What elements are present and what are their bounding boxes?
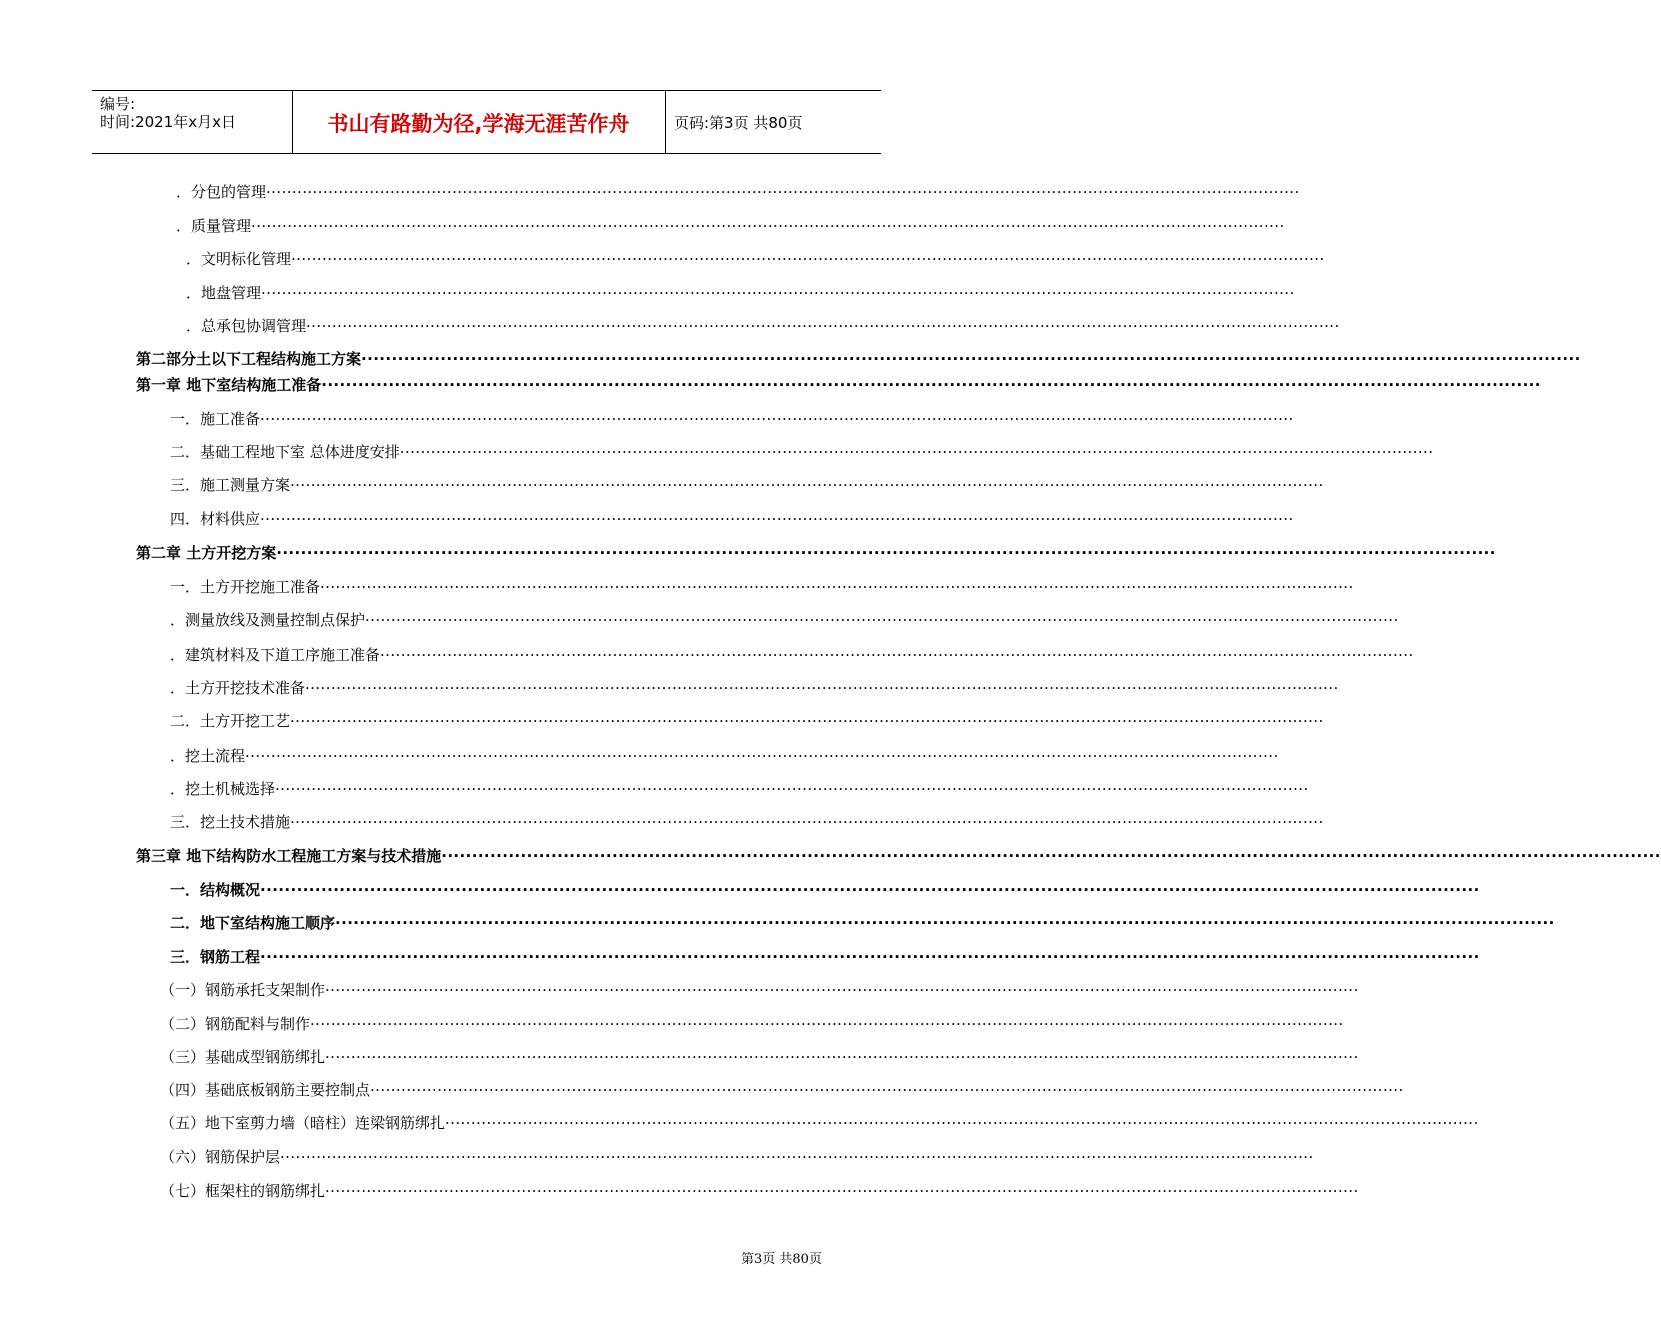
toc-entry <box>136 349 1581 369</box>
toc-entry <box>170 645 1414 665</box>
toc-leader-dots: ········································································································································································································ <box>305 679 1339 697</box>
toc-entry-title: 三．施工测量方案 <box>170 476 291 494</box>
toc-leader-dots: ········································································································································································································ <box>306 317 1340 335</box>
toc-leader-dots: ········································································································································································································ <box>261 284 1295 302</box>
toc-entry <box>186 283 1295 303</box>
toc-entry <box>170 409 1294 429</box>
header-motto: 书山有路勤为径,学海无涯苦作舟 <box>327 112 630 136</box>
toc-entry-title: （五）地下室剪力墙（暗柱）连梁钢筋绑扎 <box>160 1114 446 1132</box>
toc-entry-title: （三）基础成型钢筋绑扎 <box>160 1048 326 1066</box>
toc-entry <box>170 711 1324 731</box>
toc-entry <box>170 509 1294 529</box>
toc-leader-dots: ········································································································································································································ <box>325 1182 1359 1200</box>
header-page-info: 页码:第3页 共80页 <box>674 114 803 132</box>
toc-leader-dots: ········································································································································································································ <box>260 510 1294 528</box>
toc-entry <box>170 746 1279 766</box>
toc-entry <box>160 980 1359 1000</box>
toc-entry-title: 第三章 地下结构防水工程施工方案与技术措施 <box>136 847 442 865</box>
toc-leader-dots: ········································································································································································································ <box>275 780 1309 798</box>
toc-leader-dots: ········································································································································································································ <box>260 410 1294 428</box>
toc-entry-title: ．挖土流程 <box>170 747 246 765</box>
document-number-label: 编号: <box>100 95 136 113</box>
toc-leader-dots: ········································································································································································································ <box>335 914 1555 932</box>
toc-leader-dots: ········································································································································································································ <box>266 183 1300 201</box>
toc-entry-title: （七）框架柱的钢筋绑扎 <box>160 1182 326 1200</box>
toc-entry <box>136 543 1496 563</box>
toc-leader-dots: ········································································································································································································ <box>399 443 1434 461</box>
toc-entry-title: 二．土方开挖工艺 <box>170 712 291 730</box>
toc-entry-title: 第二部分土以下工程结构施工方案 <box>136 350 362 368</box>
toc-entry-title: （四）基础底板钢筋主要控制点 <box>160 1081 371 1099</box>
toc-entry <box>170 812 1324 832</box>
toc-entry-title: ．文明标化管理 <box>186 250 292 268</box>
toc-leader-dots: ········································································································································································································ <box>290 476 1324 494</box>
toc-entry <box>160 1113 1479 1133</box>
toc-entry <box>160 1047 1359 1067</box>
toc-leader-dots: ········································································································································································································ <box>290 712 1324 730</box>
toc-leader-dots: ········································································································································································································ <box>325 981 1359 999</box>
toc-entry <box>170 947 1480 967</box>
document-time-label: 时间:2021年x月x日 <box>100 113 236 131</box>
toc-entry-title: 四．材料供应 <box>170 510 261 528</box>
toc-leader-dots: ········································································································································································································ <box>276 544 1496 562</box>
toc-entry <box>160 1080 1404 1100</box>
toc-leader-dots: ········································································································································································································ <box>325 1048 1359 1066</box>
toc-leader-dots: ········································································································································································································ <box>365 611 1399 629</box>
toc-leader-dots: ········································································································································································································ <box>320 578 1354 596</box>
page-footer: 第3页 共80页 <box>741 1252 822 1267</box>
toc-entry-title: 第二章 土方开挖方案 <box>136 544 277 562</box>
toc-leader-dots: ········································································································································································································ <box>361 350 1581 368</box>
toc-entry <box>160 1014 1344 1034</box>
toc-entry <box>170 475 1324 495</box>
toc-leader-dots: ········································································································································································································ <box>370 1081 1404 1099</box>
toc-leader-dots: ········································································································································································································ <box>245 747 1279 765</box>
toc-entry-title: （一）钢筋承托支架制作 <box>160 981 326 999</box>
toc-leader-dots: ········································································································································································································ <box>291 250 1325 268</box>
toc-entry-title: 一．施工准备 <box>170 410 261 428</box>
toc-entry <box>170 610 1399 630</box>
toc-entry <box>136 846 1661 866</box>
toc-leader-dots: ········································································································································································································ <box>290 813 1324 831</box>
toc-leader-dots: ········································································································································································································ <box>380 646 1414 664</box>
toc-entry <box>136 375 1541 395</box>
toc-entry-title: 三．挖土技术措施 <box>170 813 291 831</box>
toc-entry <box>176 182 1300 202</box>
toc-entry <box>160 1147 1314 1167</box>
toc-entry <box>170 577 1354 597</box>
toc-entry <box>160 1181 1359 1201</box>
toc-leader-dots: ········································································································································································································ <box>321 376 1541 394</box>
toc-entry <box>186 249 1325 269</box>
toc-entry-title: 三．钢筋工程 <box>170 948 261 966</box>
toc-entry-title: 第一章 地下室结构施工准备 <box>136 376 322 394</box>
toc-entry-title: ．质量管理 <box>176 217 252 235</box>
toc-entry-title: ．分包的管理 <box>176 183 267 201</box>
toc-entry-title: ．建筑材料及下道工序施工准备 <box>170 646 381 664</box>
toc-entry-title: ．土方开挖技术准备 <box>170 679 306 697</box>
toc-leader-dots: ········································································································································································································ <box>251 217 1285 235</box>
toc-entry-title: ．总承包协调管理 <box>186 317 307 335</box>
toc-entry-title: （二）钢筋配料与制作 <box>160 1015 311 1033</box>
toc-entry <box>176 216 1285 236</box>
toc-entry <box>170 779 1309 799</box>
toc-entry-title: 一．土方开挖施工准备 <box>170 578 321 596</box>
toc-leader-dots: ········································································································································································································ <box>260 881 1480 899</box>
toc-leader-dots: ········································································································································································································ <box>310 1015 1344 1033</box>
toc-leader-dots: ········································································································································································································ <box>260 948 1480 966</box>
toc-entry-title: 二．基础工程地下室 总体进度安排 <box>170 443 400 461</box>
toc-leader-dots: ········································································································································································································ <box>280 1148 1314 1166</box>
toc-entry <box>170 442 1434 462</box>
toc-entry-title: ．挖土机械选择 <box>170 780 276 798</box>
toc-entry <box>170 913 1555 933</box>
toc-entry-title: （六）钢筋保护层 <box>160 1148 281 1166</box>
toc-leader-dots: ········································································································································································································ <box>441 847 1661 865</box>
toc-entry-title: ．测量放线及测量控制点保护 <box>170 611 366 629</box>
toc-entry-title: 一．结构概况 <box>170 881 261 899</box>
toc-entry <box>170 678 1339 698</box>
toc-entry-title: 二．地下室结构施工顺序 <box>170 914 336 932</box>
toc-entry-title: ．地盘管理 <box>186 284 262 302</box>
toc-entry <box>170 880 1480 900</box>
toc-entry <box>186 316 1340 336</box>
toc-leader-dots: ········································································································································································································ <box>445 1114 1479 1132</box>
